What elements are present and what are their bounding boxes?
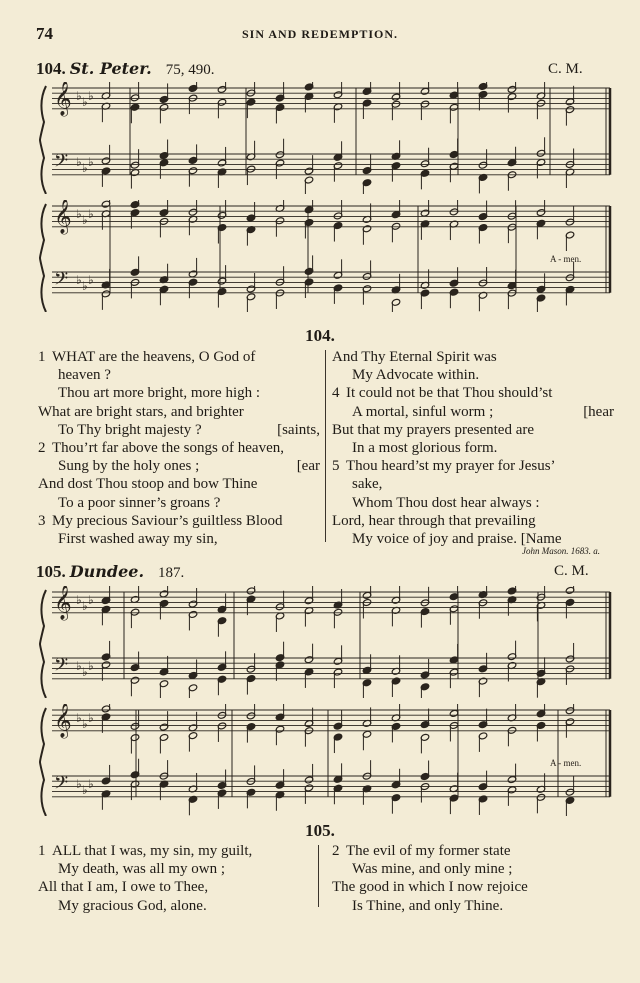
verse-number: 2 (38, 440, 46, 457)
bass-clef: 𝄢 (54, 151, 69, 176)
flat-sign: ♭ (82, 717, 88, 731)
flat-sign: ♭ (88, 659, 94, 673)
verse-text: My voice of joy and praise. [Name (352, 531, 562, 548)
verse-text: Whom Thou dost hear always : (352, 494, 540, 511)
tune-number: 105. (36, 562, 66, 581)
verse-number: 2 (332, 843, 340, 859)
verse-text: All that I am, I owe to Thee, (38, 879, 209, 896)
verse-text: heaven ? (58, 367, 111, 384)
overflow-word: [ear (296, 458, 320, 475)
overflow-word: [saints, (277, 421, 320, 438)
flat-sign: ♭ (82, 783, 88, 797)
flat-sign: ♭ (88, 273, 94, 287)
treble-clef: 𝄞 (54, 200, 72, 234)
bass-clef: 𝄢 (54, 269, 69, 294)
verse-line (38, 878, 320, 896)
verse-line (38, 475, 320, 493)
overflow-word: [hear (583, 403, 614, 420)
verse-text: And Thy Eternal Spirit was (332, 349, 497, 365)
verse-text: Was mine, and only mine ; (352, 861, 513, 878)
treble-clef: 𝄞 (54, 704, 72, 738)
hymn-104-left-column (38, 348, 320, 548)
verse-line (332, 512, 614, 530)
verse-line (38, 403, 320, 421)
flat-sign: ♭ (88, 593, 94, 607)
verse-text: It could not be that Thou should’st (346, 385, 553, 402)
flat-sign: ♭ (82, 161, 88, 175)
verse-number: 3 (38, 512, 46, 529)
tune-meter: C. M. (548, 61, 583, 77)
hymn-104-right-column (332, 348, 614, 548)
verse-line (332, 348, 614, 366)
verse-text: Thou heard’st my prayer for Jesus’ (346, 458, 556, 475)
flat-sign: ♭ (88, 207, 94, 221)
bass-clef: 𝄢 (54, 655, 69, 680)
brace (40, 590, 46, 698)
verse-text: sake, (352, 476, 383, 493)
verse-text: To Thy bright majesty ? (58, 421, 202, 438)
verse-line (38, 384, 320, 402)
hymn-number-104: 104. (305, 326, 335, 345)
verse-line (332, 842, 614, 860)
page-number: 74 (36, 24, 53, 43)
brace (40, 204, 46, 312)
verse-line (38, 494, 320, 512)
verse-text: Sung by the holy ones ; (58, 458, 200, 475)
verse-text: My gracious God, alone. (58, 897, 207, 914)
verse-text: And dost Thou stoop and bow Thine (38, 476, 258, 493)
brace (40, 708, 46, 816)
tune-reference: 75, 490. (165, 62, 215, 78)
bass-clef: 𝄢 (54, 773, 69, 798)
verse-line (332, 860, 614, 878)
flat-sign: ♭ (88, 155, 94, 169)
verse-number: 5 (332, 458, 340, 475)
flat-sign: ♭ (82, 279, 88, 293)
amen-lyric: A - men. (550, 758, 582, 768)
hymn-105-left-column (38, 842, 320, 915)
music-system-104-a (38, 82, 614, 194)
verse-text: Thou art more bright, more high : (58, 385, 261, 402)
flat-sign: ♭ (82, 599, 88, 613)
flat-sign: ♭ (76, 593, 82, 607)
tune-reference: 187. (158, 565, 185, 581)
verse-text: The good in which I now rejoice (332, 879, 528, 896)
running-head: SIN AND REDEMPTION. (241, 27, 398, 41)
verse-line (332, 897, 614, 915)
verse-line (38, 439, 320, 457)
flat-sign: ♭ (82, 665, 88, 679)
hymn-105-right-column (332, 842, 614, 915)
verse-line (332, 366, 614, 384)
verse-line (332, 439, 614, 457)
music-system-105-a (38, 586, 614, 698)
verse-text: In a most glorious form. (352, 440, 498, 457)
verse-line (332, 457, 614, 475)
verse-line (38, 421, 320, 439)
verse-number: 1 (38, 843, 46, 859)
music-system-105-b (38, 704, 614, 816)
verse-number: 4 (332, 385, 340, 402)
tune-name: St. Peter. (69, 59, 152, 78)
flat-sign: ♭ (88, 777, 94, 791)
verse-number: 1 (38, 349, 46, 365)
flat-sign: ♭ (88, 711, 94, 725)
brace (40, 86, 46, 194)
verse-text: ALL that I was, my sin, my guilt, (52, 843, 253, 859)
verse-line (332, 384, 614, 402)
amen-lyric: A - men. (550, 254, 582, 264)
verse-line (38, 348, 320, 366)
tune-name: Dundee. (69, 562, 145, 581)
verse-line (332, 475, 614, 493)
flat-sign: ♭ (88, 89, 94, 103)
flat-sign: ♭ (76, 777, 82, 791)
verse-text: Thou’rt far above the songs of heaven, (52, 440, 285, 457)
tune-header-104 (36, 59, 214, 79)
verse-text: But that my prayers presented are (332, 421, 535, 438)
flat-sign: ♭ (76, 273, 82, 287)
verse-line (38, 457, 320, 475)
flat-sign: ♭ (82, 213, 88, 227)
verse-line (38, 366, 320, 384)
flat-sign: ♭ (76, 207, 82, 221)
verse-text: First washed away my sin, (58, 531, 218, 548)
music-system-104-b (38, 200, 614, 312)
treble-clef: 𝄞 (54, 82, 72, 116)
verse-text: Lord, hear through that prevailing (332, 512, 536, 529)
verse-text: My precious Saviour’s guiltless Blood (52, 512, 283, 529)
attribution: John Mason. 1683. a. (522, 546, 600, 556)
verse-text: What are bright stars, and brighter (38, 403, 244, 420)
verse-line (38, 512, 320, 530)
verse-line (38, 842, 320, 860)
tune-number: 104. (36, 59, 66, 78)
verse-text: My Advocate within. (352, 367, 480, 384)
column-divider (318, 845, 319, 907)
verse-line (38, 530, 320, 548)
verse-line (38, 860, 320, 878)
treble-clef: 𝄞 (54, 586, 72, 620)
verse-text: A mortal, sinful worm ; (352, 403, 494, 420)
tune-meter: C. M. (554, 563, 589, 579)
flat-sign: ♭ (76, 711, 82, 725)
verse-text: To a poor sinner’s groans ? (58, 494, 221, 511)
verse-text: WHAT are the heavens, O God of (52, 349, 256, 365)
verse-line (332, 878, 614, 896)
verse-line (332, 494, 614, 512)
verse-text: My death, was all my own ; (58, 861, 226, 878)
flat-sign: ♭ (76, 155, 82, 169)
column-divider (325, 350, 326, 542)
verse-line (38, 897, 320, 915)
hymn-number-105: 105. (305, 821, 335, 840)
verse-text: The evil of my former state (346, 843, 511, 859)
verse-text: Is Thine, and only Thine. (352, 897, 504, 914)
verse-line (332, 403, 614, 421)
tune-header-105 (36, 562, 184, 582)
flat-sign: ♭ (76, 89, 82, 103)
flat-sign: ♭ (76, 659, 82, 673)
flat-sign: ♭ (82, 95, 88, 109)
verse-line (332, 421, 614, 439)
